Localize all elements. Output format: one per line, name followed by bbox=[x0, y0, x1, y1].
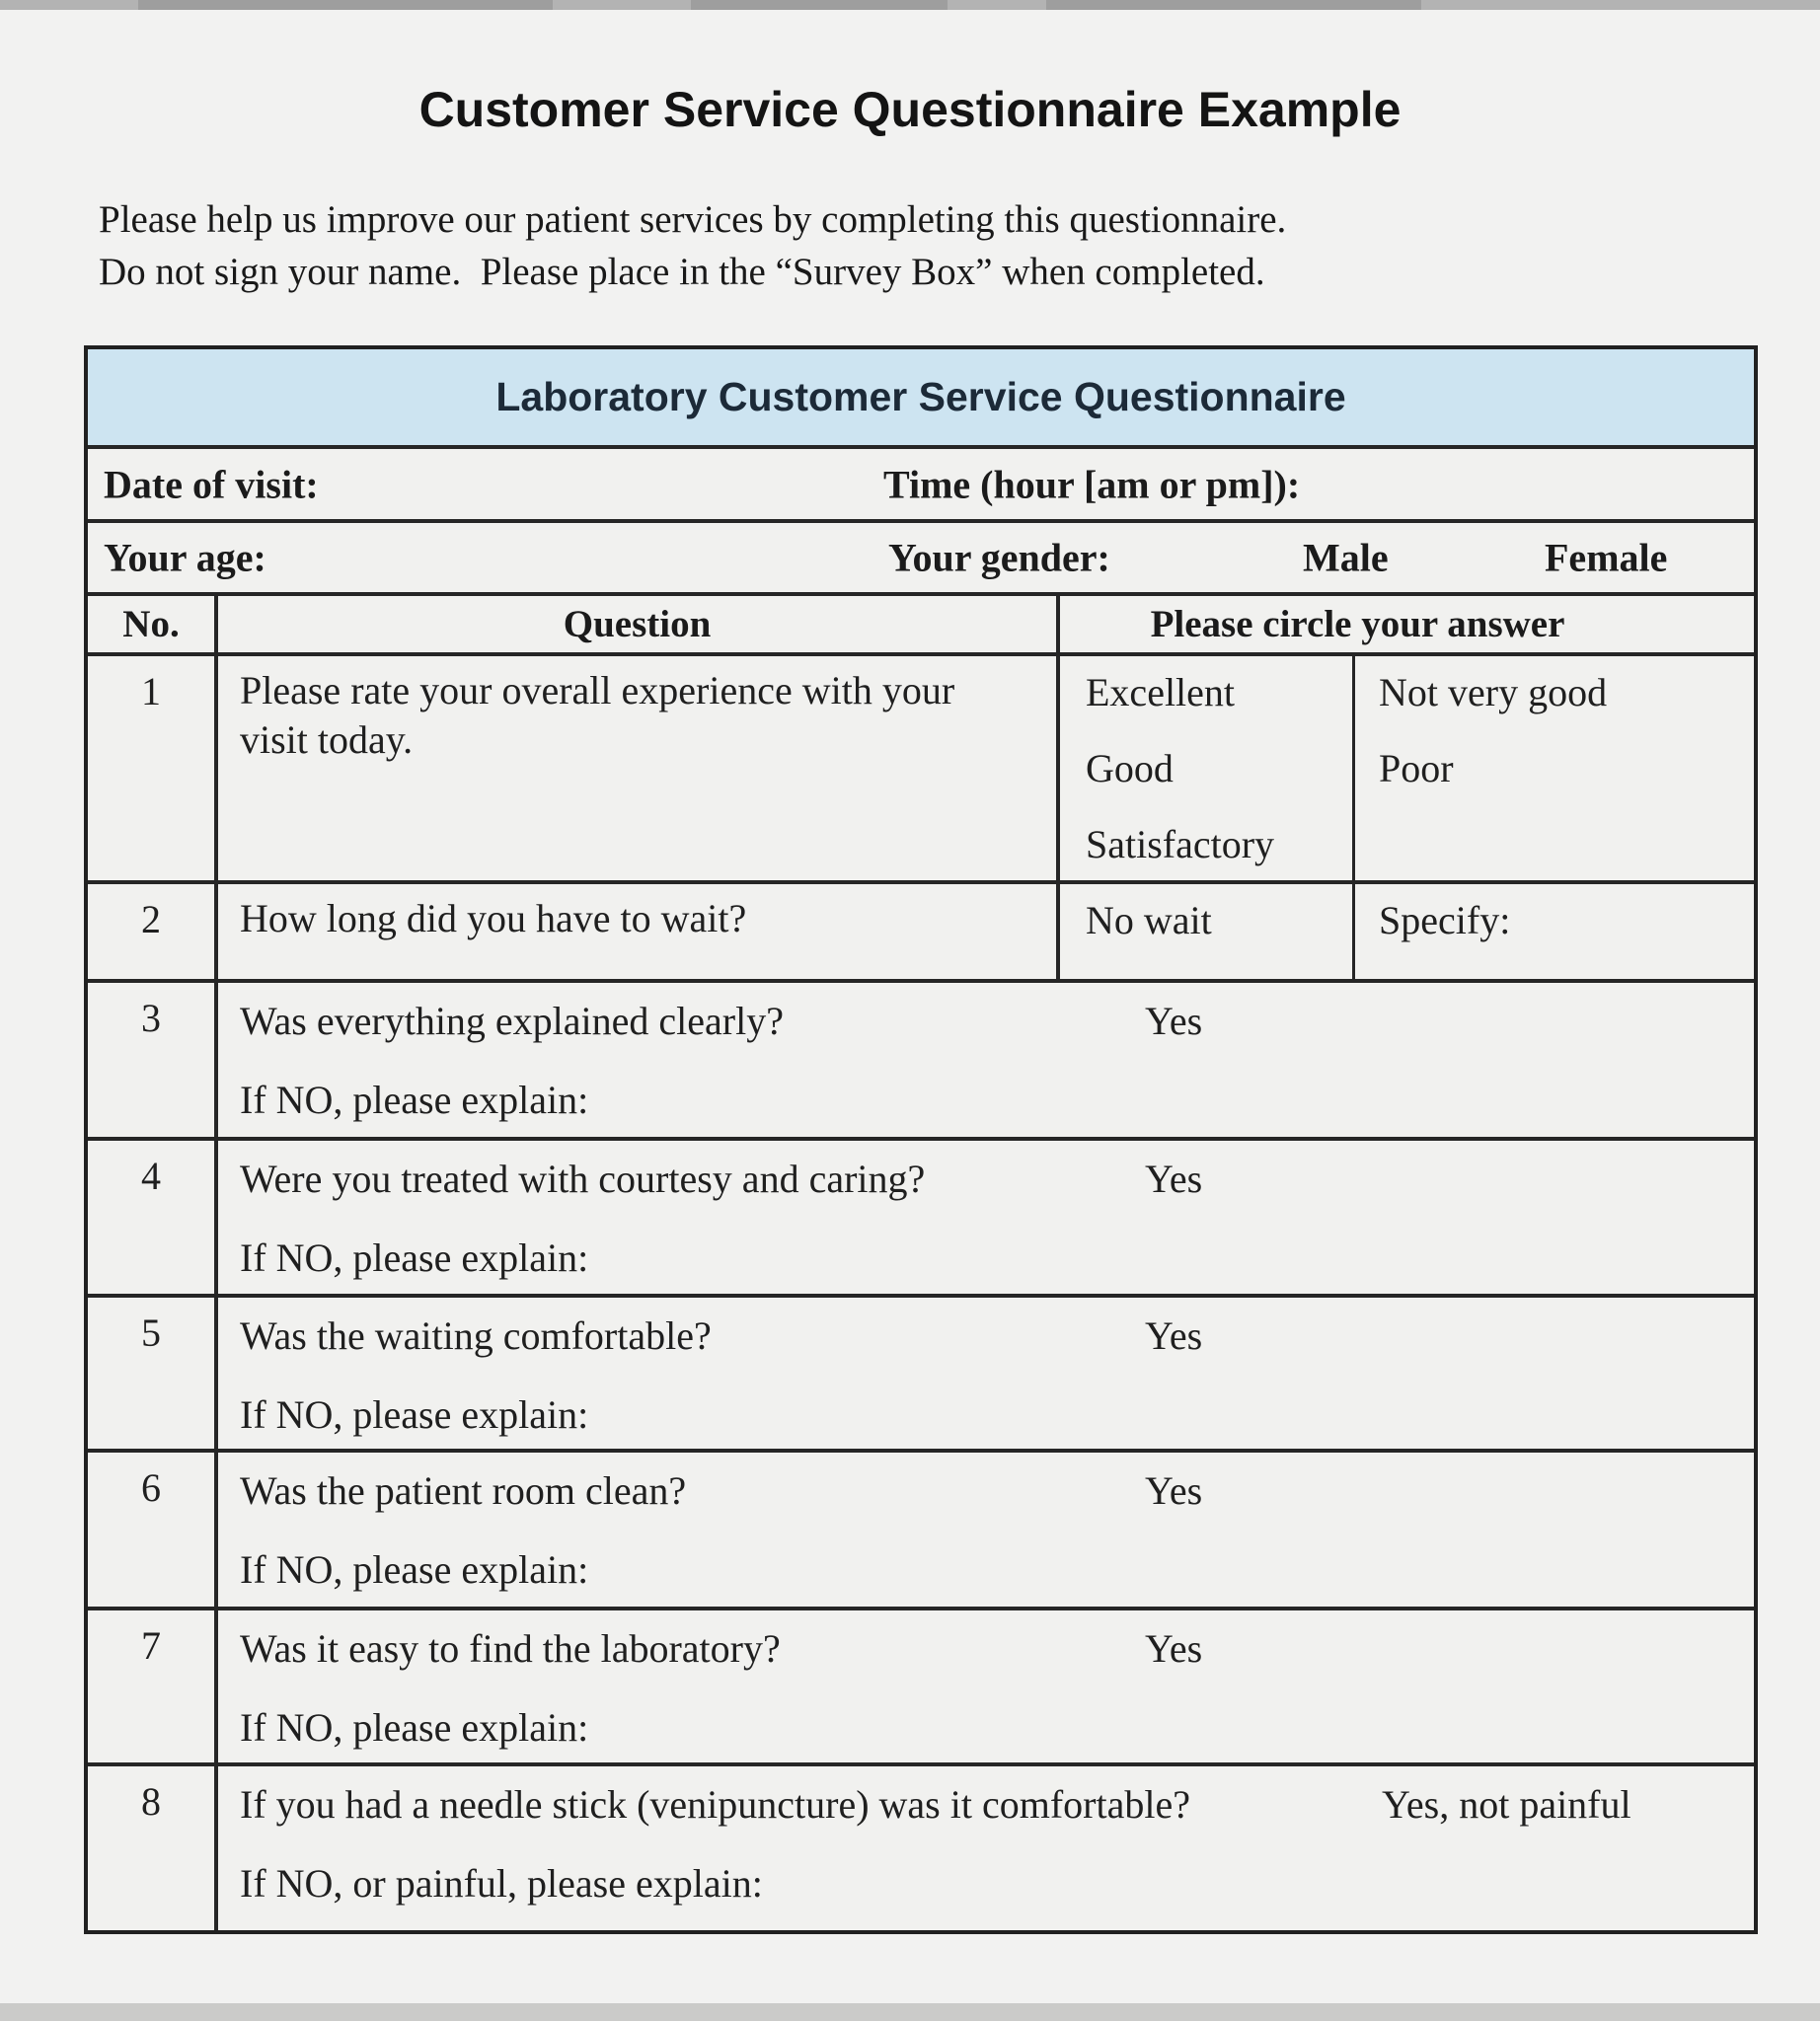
followup-prompt: If NO, please explain: bbox=[240, 1392, 589, 1437]
top-edge-segment bbox=[1046, 0, 1421, 10]
question-text: Was everything explained clearly? bbox=[240, 999, 784, 1043]
question-row-2 bbox=[88, 884, 1754, 983]
top-edge-segment bbox=[691, 0, 948, 10]
row-number: 1 bbox=[88, 656, 218, 880]
question-row-5 bbox=[88, 1298, 1754, 1453]
question-cell bbox=[218, 1298, 1754, 1449]
question-cell bbox=[218, 1141, 1754, 1294]
questionnaire-table bbox=[84, 345, 1758, 1934]
followup-prompt: If NO, please explain: bbox=[240, 1705, 589, 1750]
answer-option: Specify: bbox=[1379, 898, 1511, 942]
question-row-1 bbox=[88, 656, 1754, 884]
question-cell bbox=[218, 1610, 1754, 1762]
row-number: 3 bbox=[88, 983, 218, 1137]
time-label: Time (hour [am or pm]): bbox=[883, 462, 1301, 506]
column-header-row bbox=[88, 596, 1754, 656]
answer-options-left bbox=[1060, 656, 1355, 880]
question-text: Was the waiting comfortable? bbox=[240, 1313, 712, 1358]
age-gender-row bbox=[88, 523, 1754, 596]
intro-line-2: Do not sign your name. Please place in the “Survey Box” when completed. bbox=[99, 251, 1265, 293]
question-text: Please rate your overall experience with your visit today. bbox=[240, 668, 955, 762]
age-label: Your age: bbox=[104, 535, 266, 580]
question-text: How long did you have to wait? bbox=[240, 896, 747, 940]
row-number: 6 bbox=[88, 1453, 218, 1607]
answer-options-right bbox=[1355, 656, 1754, 880]
answer-option: Satisfactory bbox=[1086, 822, 1275, 866]
answer-option: Yes bbox=[1145, 1313, 1203, 1358]
followup-prompt: If NO, please explain: bbox=[240, 1235, 589, 1280]
column-header-no: No. bbox=[88, 596, 218, 652]
answer-options-left bbox=[1060, 884, 1355, 979]
question-text: Were you treated with courtesy and caring? bbox=[240, 1157, 926, 1201]
gender-option-male: Male bbox=[1303, 535, 1389, 580]
bottom-edge-strip bbox=[0, 2003, 1820, 2021]
question-text: If you had a needle stick (venipuncture) was it comfortable? bbox=[240, 1782, 1190, 1827]
table-banner-title: Laboratory Customer Service Questionnaire bbox=[495, 374, 1346, 419]
row-number: 4 bbox=[88, 1141, 218, 1294]
row-number: 7 bbox=[88, 1610, 218, 1762]
answer-option: Poor bbox=[1379, 746, 1454, 790]
date-time-row bbox=[88, 449, 1754, 523]
top-edge-strip bbox=[0, 0, 1820, 10]
answer-option: Yes bbox=[1145, 1468, 1203, 1513]
question-cell bbox=[218, 983, 1754, 1137]
top-edge-segment bbox=[138, 0, 553, 10]
question-cell bbox=[218, 1766, 1754, 1930]
row-number: 2 bbox=[88, 884, 218, 979]
answer-option: Yes bbox=[1145, 1626, 1203, 1671]
page-title: Customer Service Questionnaire Example bbox=[418, 82, 1402, 137]
question-text: Was the patient room clean? bbox=[240, 1468, 687, 1513]
gender-option-female: Female bbox=[1545, 535, 1668, 580]
followup-prompt: If NO, please explain: bbox=[240, 1078, 589, 1122]
row-number: 8 bbox=[88, 1766, 218, 1930]
question-cell bbox=[218, 656, 1060, 880]
answer-option: Not very good bbox=[1379, 670, 1608, 714]
intro-paragraph bbox=[99, 193, 1698, 298]
answer-option: Yes bbox=[1145, 1157, 1203, 1201]
question-row-4 bbox=[88, 1141, 1754, 1298]
answer-option: Excellent bbox=[1086, 670, 1236, 714]
date-of-visit-label: Date of visit: bbox=[104, 462, 319, 506]
column-header-question: Question bbox=[218, 596, 1060, 652]
question-row-8 bbox=[88, 1766, 1754, 1930]
answer-option: No wait bbox=[1086, 898, 1212, 942]
answer-options-right bbox=[1355, 884, 1754, 979]
gender-label: Your gender: bbox=[888, 535, 1110, 580]
answer-option: Good bbox=[1086, 746, 1174, 790]
question-row-6 bbox=[88, 1453, 1754, 1610]
table-banner bbox=[88, 349, 1754, 449]
question-row-7 bbox=[88, 1610, 1754, 1766]
question-cell bbox=[218, 884, 1060, 979]
answer-option: Yes, not painful bbox=[1382, 1782, 1631, 1827]
question-row-3 bbox=[88, 983, 1754, 1141]
column-header-answer: Please circle your answer bbox=[1150, 603, 1565, 645]
intro-line-1: Please help us improve our patient services by completing this questionnaire. bbox=[99, 198, 1287, 241]
answer-option: Yes bbox=[1145, 999, 1203, 1043]
question-cell bbox=[218, 1453, 1754, 1607]
question-text: Was it easy to find the laboratory? bbox=[240, 1626, 781, 1671]
followup-prompt: If NO, please explain: bbox=[240, 1547, 589, 1592]
row-number: 5 bbox=[88, 1298, 218, 1449]
followup-prompt: If NO, or painful, please explain: bbox=[240, 1861, 763, 1906]
